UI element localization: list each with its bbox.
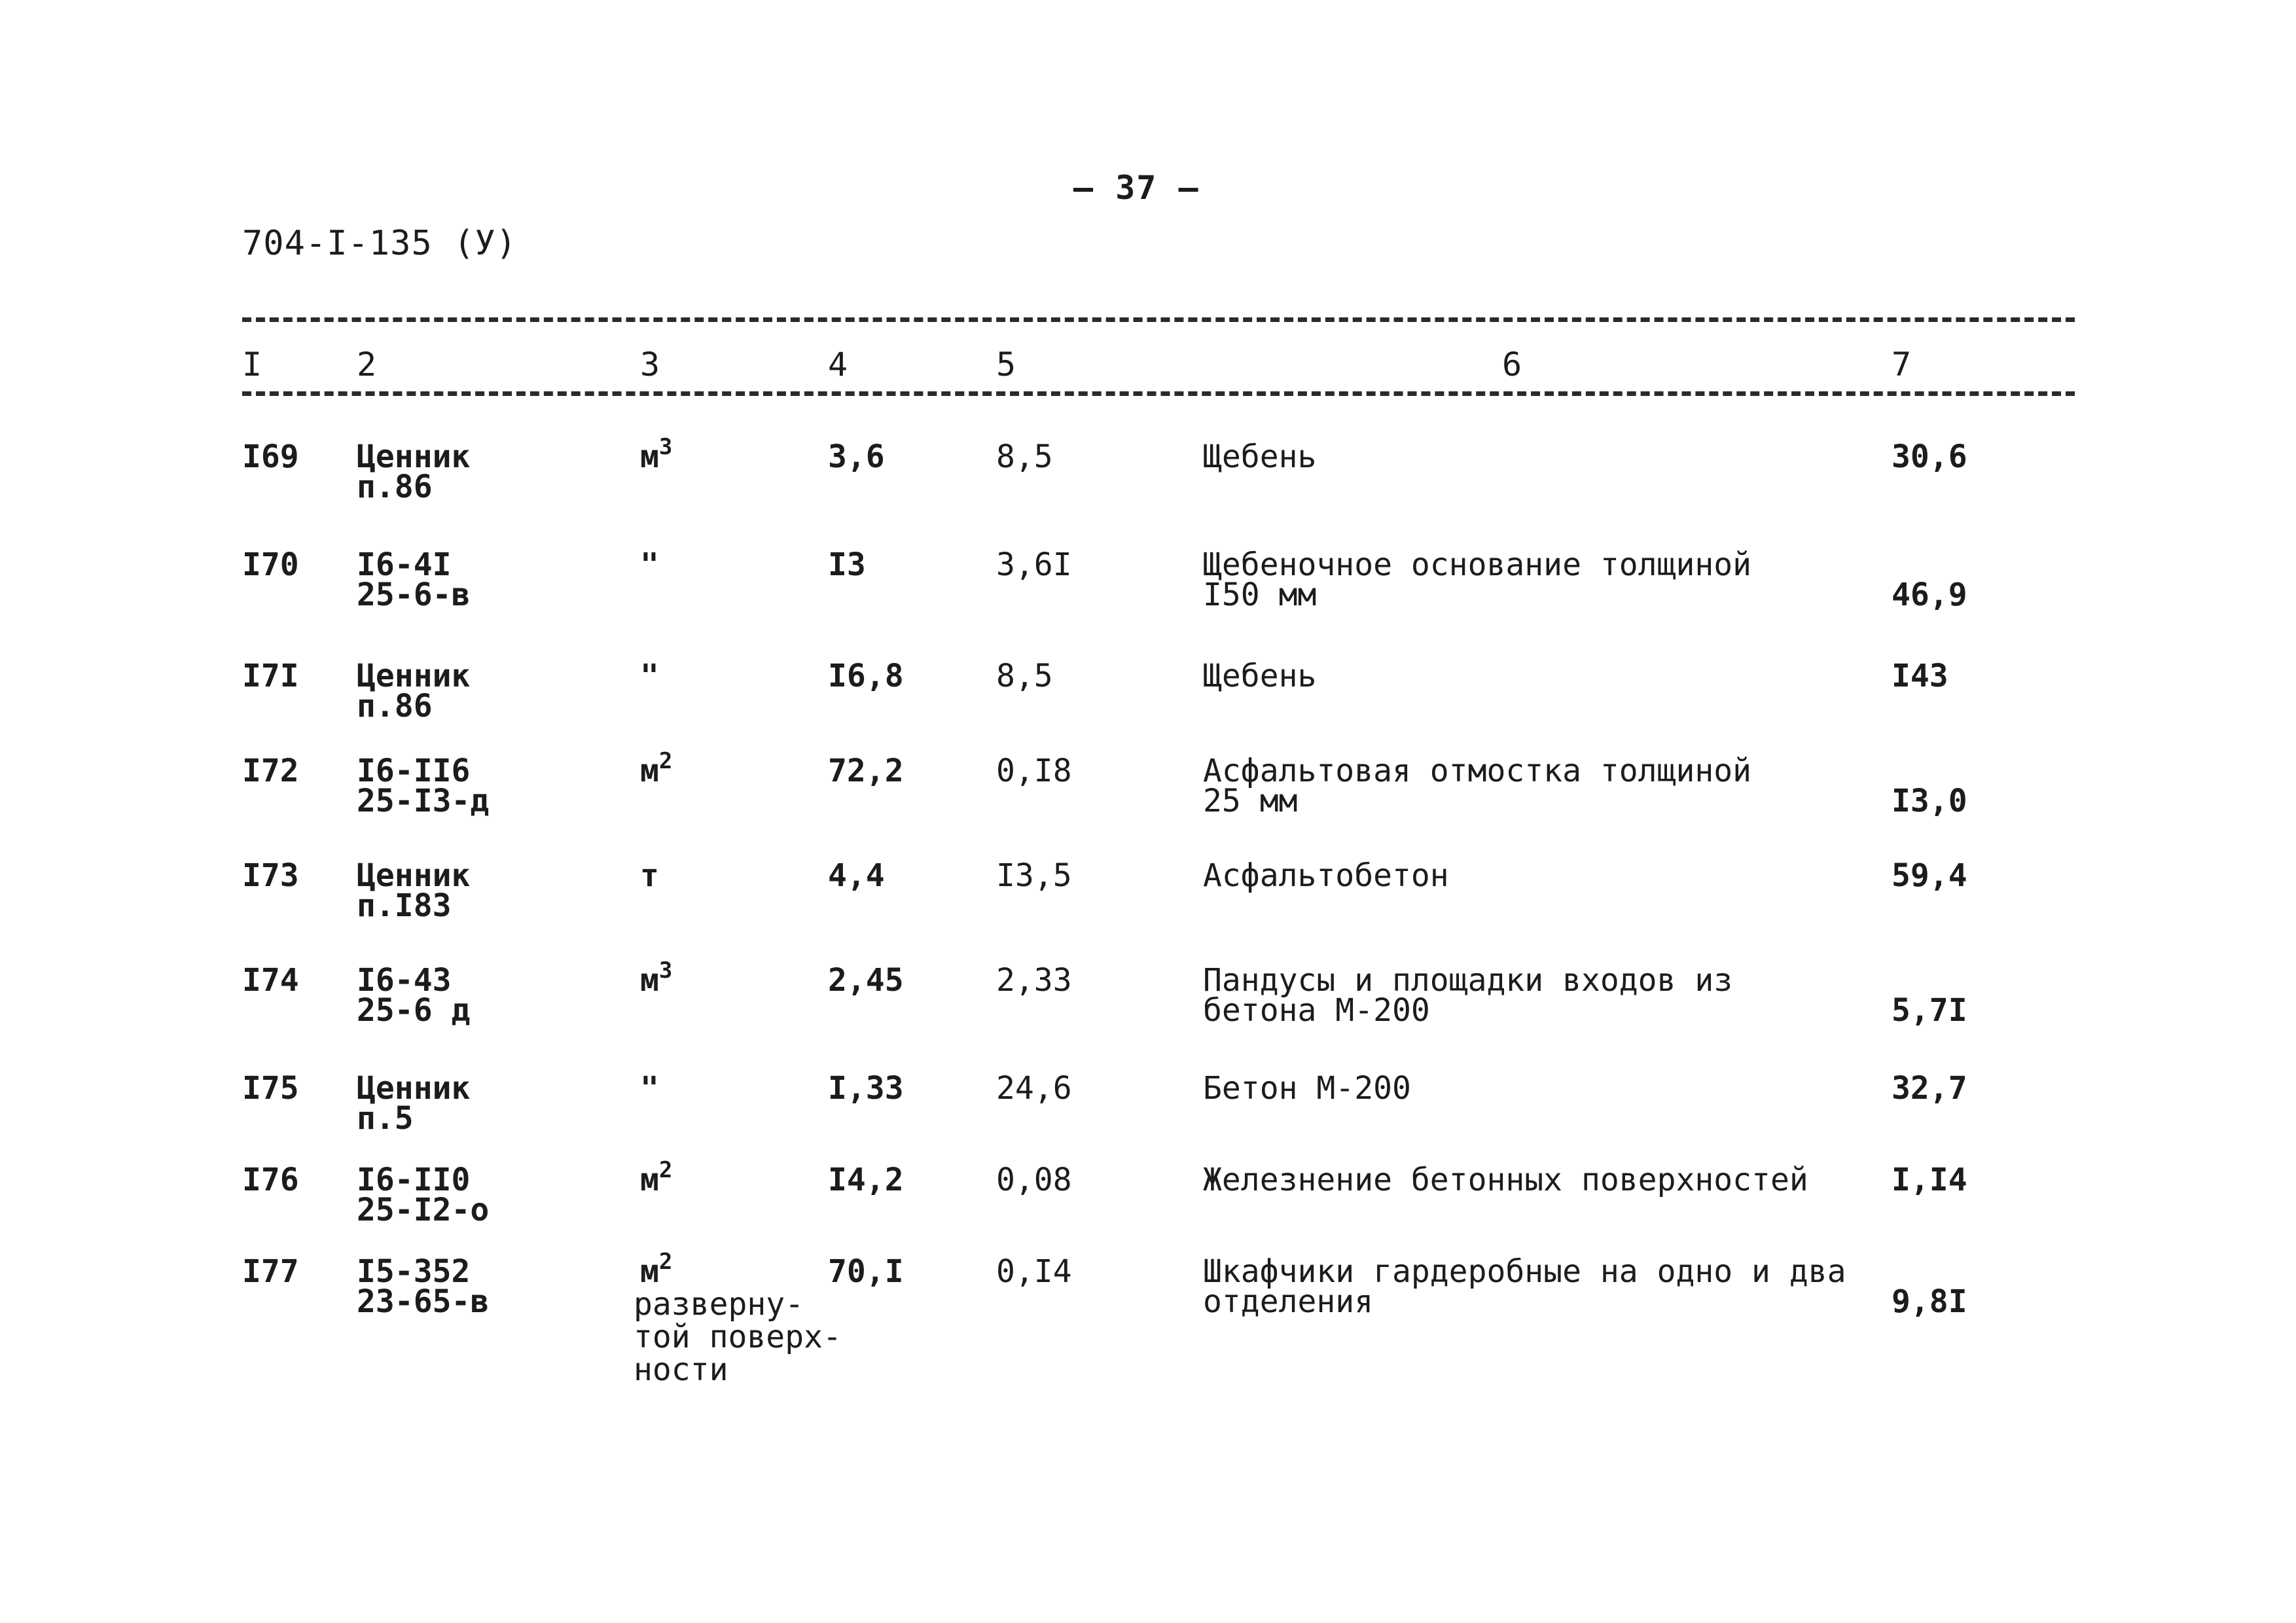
document-code: 704-I-135 (У)	[242, 224, 517, 263]
unit-exponent: 2	[658, 1249, 673, 1275]
row-code-line: Ценник	[357, 438, 471, 475]
row-unit-extra-line: разверну-	[634, 1286, 804, 1323]
row-quantity: I,33	[828, 1070, 904, 1107]
row-total: 32,7	[1892, 1070, 1967, 1107]
row-description-line: Шкафчики гардеробные на одно и два	[1203, 1253, 1846, 1290]
unit-exponent: 2	[658, 1157, 673, 1183]
row-price: 8,5	[996, 658, 1053, 694]
row-code-line: 25-I2-о	[357, 1192, 490, 1228]
row-code-line: Ценник	[357, 658, 471, 694]
header-col-4: 4	[828, 346, 848, 383]
row-total: 9,8I	[1892, 1283, 1967, 1320]
row-code-line: 25-6 д	[357, 992, 471, 1029]
row-code-line: п.I83	[357, 887, 452, 924]
row-description-line: Щебень	[1203, 438, 1317, 475]
table-top-rule	[242, 317, 2075, 322]
row-quantity: 72,2	[828, 753, 904, 789]
row-code-line: п.5	[357, 1100, 414, 1137]
row-number: I74	[242, 962, 299, 999]
row-code-line: I6-4I	[357, 546, 452, 583]
row-description-line: 25 мм	[1203, 783, 1298, 819]
row-description-line: бетона М-200	[1203, 992, 1430, 1029]
header-col-3: 3	[640, 346, 660, 383]
row-quantity: 3,6	[828, 438, 885, 475]
row-number: I70	[242, 546, 299, 583]
row-number: I77	[242, 1253, 299, 1290]
row-total: I3,0	[1892, 783, 1967, 819]
row-unit: $м^2$	[640, 748, 673, 789]
row-description-line: Асфальтовая отмостка толщиной	[1203, 753, 1752, 789]
row-number: I75	[242, 1070, 299, 1107]
row-price: 8,5	[996, 438, 1053, 475]
row-description-line: Железнение бетонных поверхностей	[1203, 1162, 1808, 1198]
row-price: 3,6I	[996, 546, 1072, 583]
row-unit: $м^2$	[640, 1157, 673, 1198]
row-quantity: 70,I	[828, 1253, 904, 1290]
unit-exponent: 2	[658, 748, 673, 774]
row-code-line: Ценник	[357, 1070, 471, 1107]
row-number: I73	[242, 857, 299, 894]
row-unit: "	[640, 546, 659, 583]
row-total: 30,6	[1892, 438, 1967, 475]
row-unit-extra-line: ности	[634, 1351, 728, 1388]
row-total: 59,4	[1892, 857, 1967, 894]
unit-exponent: 3	[658, 434, 673, 460]
row-unit: $м^3$	[640, 434, 673, 475]
row-price: 0,08	[996, 1162, 1072, 1198]
row-description-line: Пандусы и площадки входов из	[1203, 962, 1733, 999]
unit-exponent: 3	[658, 957, 673, 984]
row-total: I43	[1892, 658, 1948, 694]
table-header-rule	[242, 391, 2075, 396]
row-unit: $м^3$	[640, 957, 673, 999]
header-col-5: 5	[996, 346, 1016, 383]
row-total: 46,9	[1892, 577, 1967, 613]
row-description-line: Асфальтобетон	[1203, 857, 1449, 894]
row-price: 2,33	[996, 962, 1072, 999]
row-number: I72	[242, 753, 299, 789]
row-quantity: 2,45	[828, 962, 904, 999]
row-number: I7I	[242, 658, 299, 694]
row-price: 0,I4	[996, 1253, 1072, 1290]
row-price: I3,5	[996, 857, 1072, 894]
row-quantity: 4,4	[828, 857, 885, 894]
row-quantity: I6,8	[828, 658, 904, 694]
row-code-line: I5-352	[357, 1253, 471, 1290]
row-description-line: Щебень	[1203, 658, 1317, 694]
row-unit-extra-line: той поверх-	[634, 1319, 842, 1355]
row-unit: т	[640, 857, 659, 894]
row-price: 0,I8	[996, 753, 1072, 789]
row-unit: "	[640, 658, 659, 694]
row-code-line: 25-6-в	[357, 577, 471, 613]
row-description-line: I50 мм	[1203, 577, 1317, 613]
header-col-1: I	[242, 346, 262, 383]
row-code-line: Ценник	[357, 857, 471, 894]
row-total: 5,7I	[1892, 992, 1967, 1029]
row-code-line: I6-II0	[357, 1162, 471, 1198]
row-price: 24,6	[996, 1070, 1072, 1107]
row-code-line: I6-43	[357, 962, 452, 999]
row-description-line: отделения	[1203, 1283, 1374, 1320]
row-number: I76	[242, 1162, 299, 1198]
header-col-6: 6	[1502, 346, 1522, 383]
row-description-line: Бетон М-200	[1203, 1070, 1411, 1107]
row-unit: $м^2$	[640, 1249, 673, 1290]
row-code-line: I6-II6	[357, 753, 471, 789]
row-code-line: п.86	[357, 688, 433, 724]
row-total: I,I4	[1892, 1162, 1967, 1198]
header-col-7: 7	[1892, 346, 1912, 383]
header-col-2: 2	[357, 346, 377, 383]
row-number: I69	[242, 438, 299, 475]
row-code-line: п.86	[357, 469, 433, 505]
row-code-line: 23-65-в	[357, 1283, 490, 1320]
row-code-line: 25-I3-д	[357, 783, 490, 819]
row-quantity: I4,2	[828, 1162, 904, 1198]
row-quantity: I3	[828, 546, 866, 583]
row-unit: "	[640, 1070, 659, 1107]
row-description-line: Щебеночное основание толщиной	[1203, 546, 1752, 583]
page-number: — 37 —	[1073, 169, 1200, 207]
